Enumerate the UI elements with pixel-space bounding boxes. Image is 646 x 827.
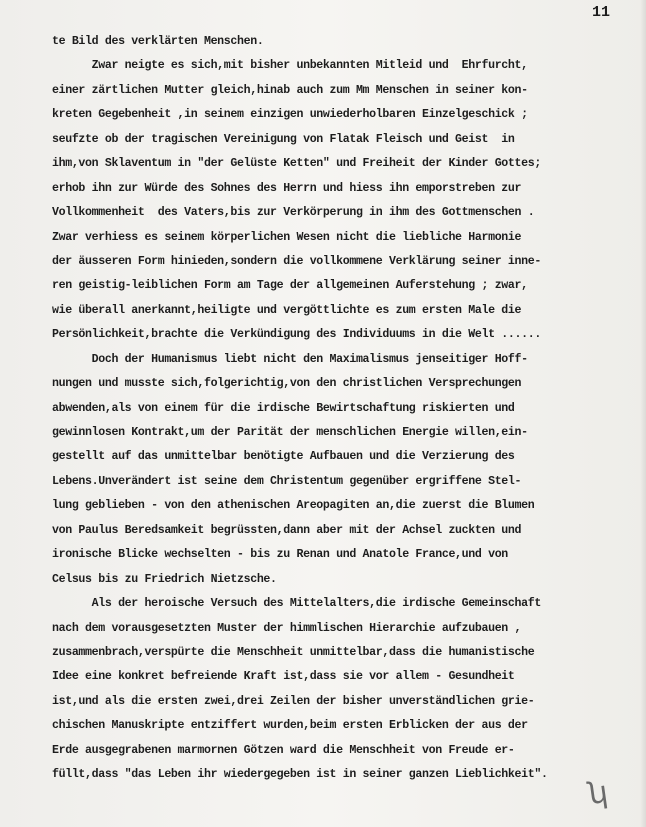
text-line: Zwar verhiess es seinem körperlichen Wesen nicht die liebliche Harmonie	[52, 230, 522, 244]
text-line: ist,und als die ersten zwei,drei Zeilen der bisher unverständlichen grie-	[52, 694, 535, 708]
text-line: einer zärtlichen Mutter gleich,hinab auch zum Mm Menschen in seiner kon-	[52, 83, 528, 97]
text-line: wie überall anerkannt,heiligte und vergöttlichte es zum ersten Male die	[52, 303, 522, 317]
page-number: 11	[592, 4, 611, 21]
body-text	[52, 30, 622, 788]
text-line: Idee eine konkret befreiende Kraft ist,dass sie vor allem - Gesundheit	[52, 670, 515, 684]
text-line: Vollkommenheit des Vaters,bis zur Verkörperung in ihm des Gottmenschen .	[52, 206, 535, 220]
text-line: füllt,dass "das Leben ihr wiedergegeben ist in seiner ganzen Lieblichkeit".	[52, 768, 548, 782]
text-line: nungen und musste sich,folgerichtig,von den christlichen Versprechungen	[52, 377, 522, 391]
text-line: abwenden,als von einem für die irdische Bewirtschaftung riskierten und	[52, 401, 515, 415]
text-line: nach dem vorausgesetzten Muster der himmlischen Hierarchie aufzubauen ,	[52, 621, 522, 635]
text-line: erhob ihn zur Würde des Sohnes des Herrn und hiess ihn emporstreben zur	[52, 181, 522, 195]
text-line: seufzte ob der tragischen Vereinigung von Flatak Fleisch und Geist in	[52, 132, 515, 146]
text-line: ironische Blicke wechselten - bis zu Renan und Anatole France,und von	[52, 548, 508, 562]
text-line: te Bild des verklärten Menschen.	[52, 35, 264, 48]
text-line: Erde ausgegrabenen marmornen Götzen ward die Menschheit von Freude er-	[52, 743, 515, 757]
text-line: Zwar neigte es sich,mit bisher unbekannten Mitleid und Ehrfurcht,	[52, 59, 528, 73]
text-line: Persönlichkeit,brachte die Verkündigung des Individuums in die Welt ......	[52, 328, 541, 342]
text-line: zusammenbrach,verspürte die Menschheit unmittelbar,dass die humanistische	[52, 645, 535, 659]
text-line: Lebens.Unverändert ist seine dem Christentum gegenüber ergriffene Stel-	[52, 474, 522, 488]
text-line: von Paulus Beredsamkeit begrüssten,dann aber mit der Achsel zuckten und	[52, 523, 522, 537]
text-line: der äusseren Form hinieden,sondern die vollkommene Verklärung seiner inne-	[52, 254, 541, 268]
text-line: gestellt auf das unmittelbar benötigte Aufbauen und die Verzierung des	[52, 450, 515, 464]
handwritten-mark: ʮ	[585, 774, 611, 813]
page-edge-shadow	[640, 0, 646, 827]
text-line: lung geblieben - von den athenischen Areopagiten an,die zuerst die Blumen	[52, 499, 535, 513]
text-line: kreten Gegebenheit ,in seinem einzigen unwiederholbaren Einzelgeschick ;	[52, 108, 528, 122]
text-line: ren geistig-leiblichen Form am Tage der allgemeinen Auferstehung ; zwar,	[52, 279, 528, 293]
text-line: ihm,von Sklaventum in "der Gelüste Ketten" und Freiheit der Kinder Gottes;	[52, 157, 541, 171]
text-line: Celsus bis zu Friedrich Nietzsche.	[52, 572, 277, 586]
text-line: chischen Manuskripte entziffert wurden,beim ersten Erblicken der aus der	[52, 719, 528, 733]
text-line: gewinnlosen Kontrakt,um der Parität der menschlichen Energie willen,ein-	[52, 426, 528, 439]
text-line: Als der heroische Versuch des Mittelalters,die irdische Gemeinschaft	[52, 597, 541, 611]
text-line: Doch der Humanismus liebt nicht den Maximalismus jenseitiger Hoff-	[52, 352, 528, 366]
